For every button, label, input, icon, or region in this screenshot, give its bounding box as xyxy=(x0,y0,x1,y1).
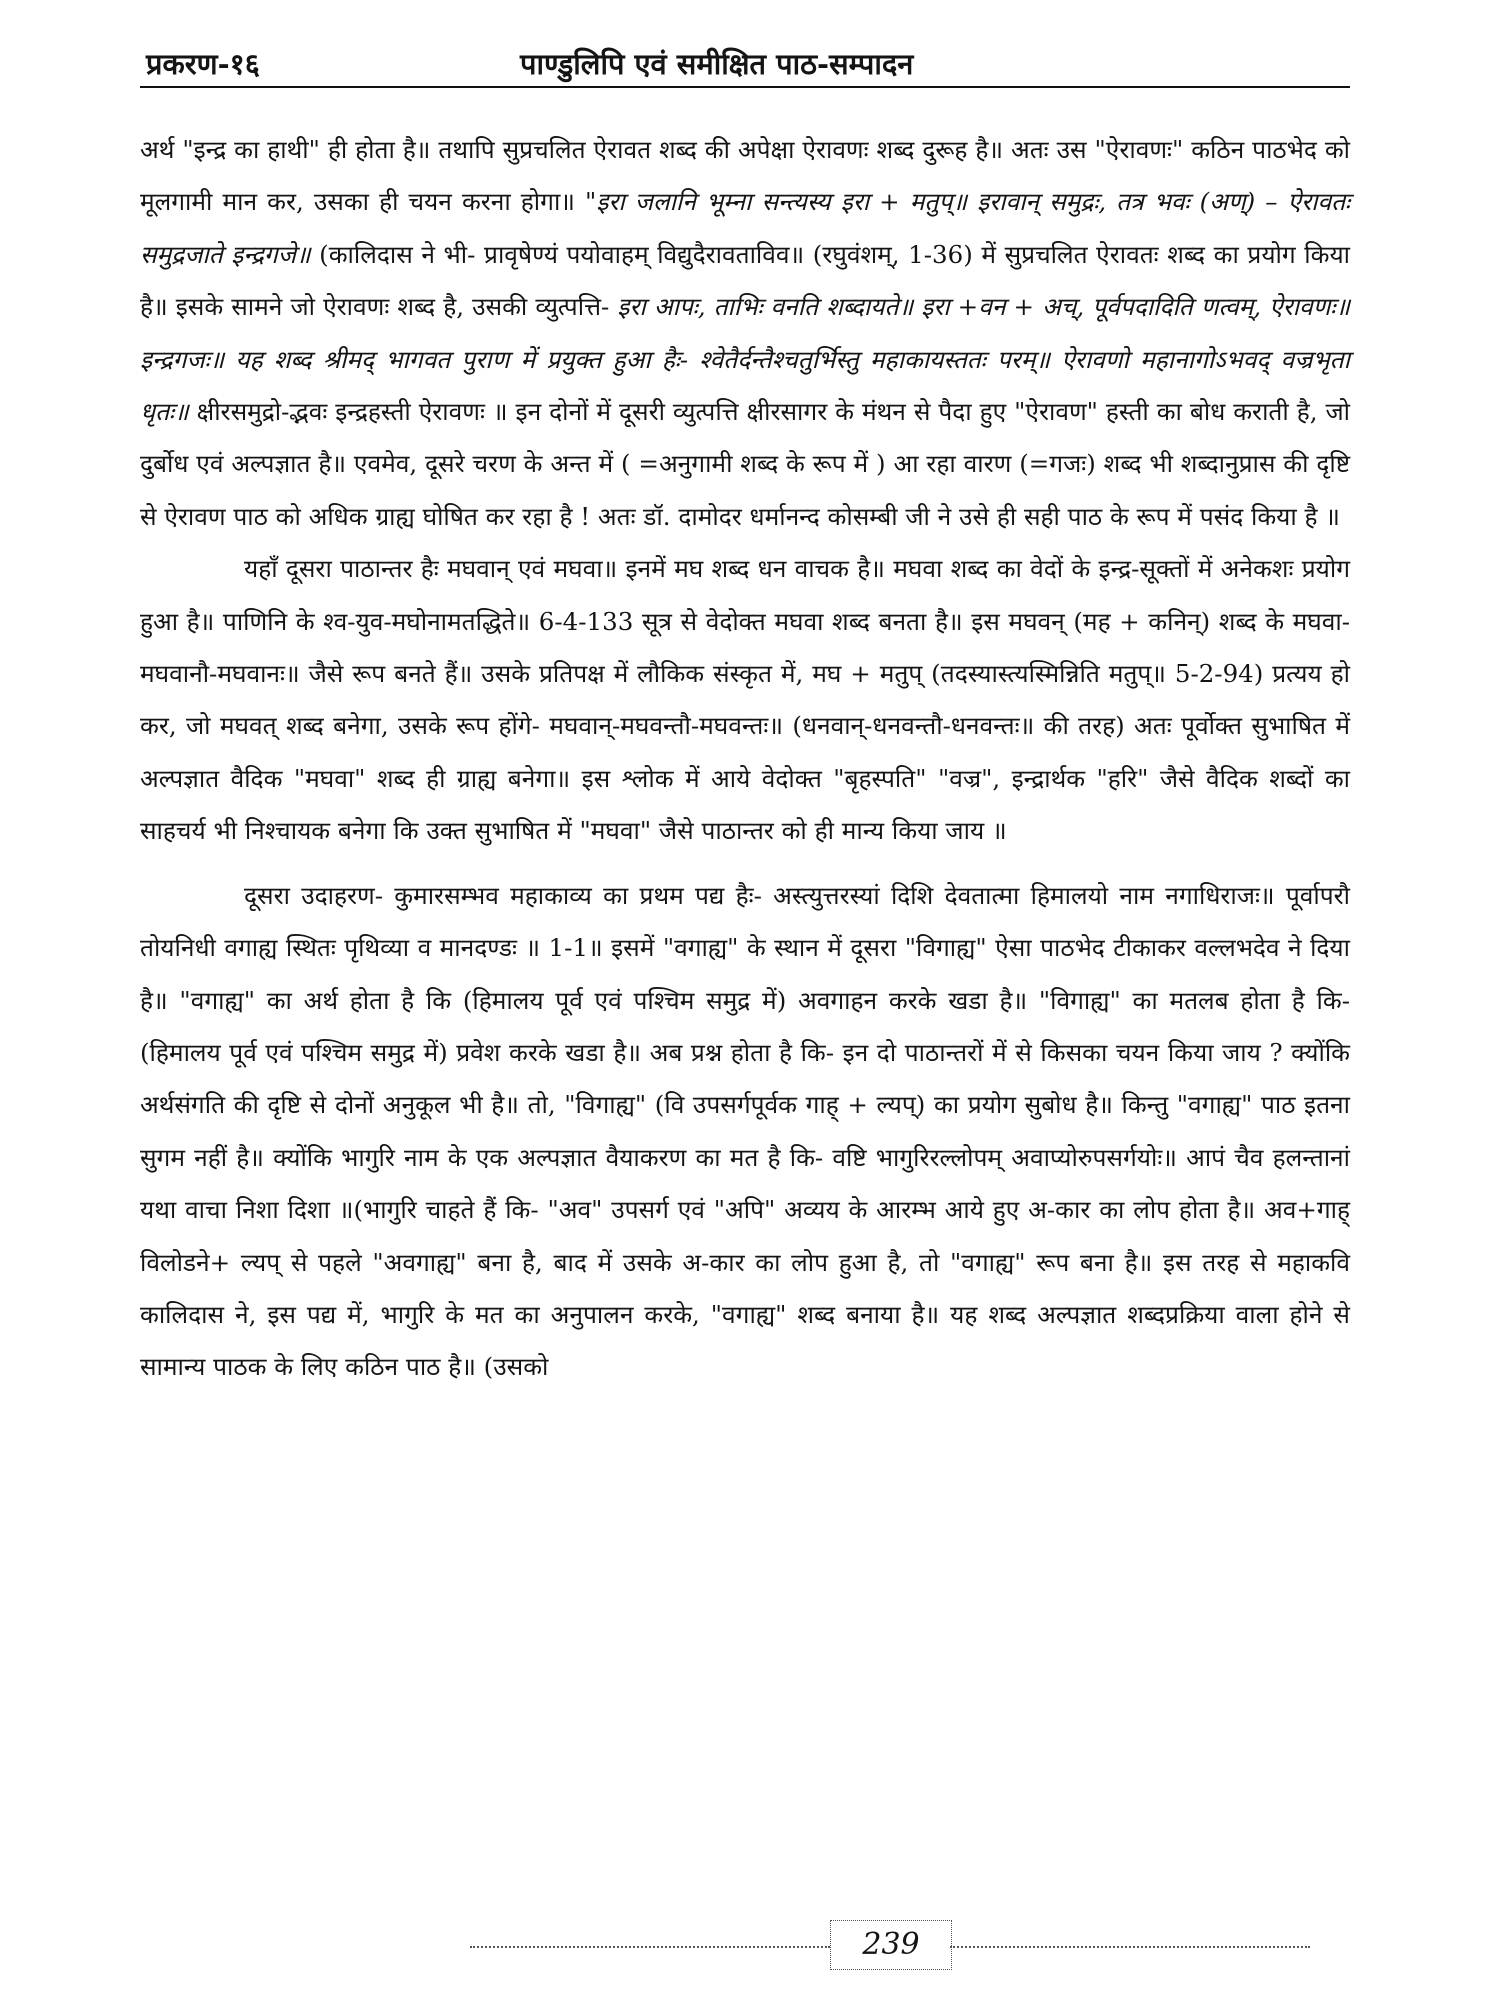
sanskrit-quote: इरा आपः, ताभिः वनति शब्दायते॥ इरा +वन + अच्, पूर्वपदादिति णत्वम्, ऐरावणः॥ इन्द्रगजः॥ यह शब्द श्रीमद् भागवत पुराण में प्रयुक्त हुआ हैः- श्वेतैर्दन्तैश्चतुर्भिस्तु महाकायस्ततः परम्॥ ऐरावणो महानागोऽभवद् वज्रभृता धृतः॥ xyxy=(140,292,1350,427)
running-title: पाण्डुलिपि एवं समीक्षित पाठ-सम्पादन xyxy=(520,47,914,81)
footer-rule-left xyxy=(470,1946,830,1948)
footer-rule-right xyxy=(950,1946,1310,1948)
paragraph-text: क्षीरसमुद्रो-द्भवः इन्द्रहस्ती ऐरावणः ॥ इन दोनों में दूसरी व्युत्पत्ति क्षीरसागर के मंथन से पैदा हुए "ऐरावण" हस्ती का बोध कराती है, जो दुर्बोध एवं अल्पज्ञात है॥ एवमेव, दूसरे चरण के अन्त में ( =अनुगामी शब्द के रूप में ) आ रहा वारण (=गजः) शब्द भी शब्दानुप्रास की दृष्टि से ऐरावण पाठ को अधिक ग्राह्य घोषित कर रहा है ! अतः डॉ. दामोदर धर्मानन्द कोसम्बी जी ने उसे ही सही पाठ के रूप में पसंद किया है ॥ xyxy=(140,397,1350,531)
sanskrit-quote: "इरा जलानि भूम्ना सन्त्यस्य इरा + मतुप्॥ इरावान् समुद्रः, तत्र भवः (अण्) – ऐरावतः समुद्रजाते इन्द्रगजे॥ xyxy=(140,187,1350,269)
paragraph-text: (कालिदास ने भी- प्रावृषेण्यं पयोवाहम् विद्युदैरावताविव॥ (रघुवंशम्, 1-36) में सुप्रचलित ऐरावतः शब्द का प्रयोग किया है॥ इसके सामने जो ऐरावणः शब्द है, उसकी व्युत्पत्ति- xyxy=(140,239,1350,322)
chapter-label: प्रकरण-१६ xyxy=(146,47,260,81)
page-number: 239 xyxy=(830,1920,952,1970)
paragraph xyxy=(140,870,1350,1394)
running-header xyxy=(140,38,1350,88)
paragraph-text: यहाँ दूसरा पाठान्तर हैः मघवान् एवं मघवा॥ इनमें मघ शब्द धन वाचक है॥ मघवा शब्द का वेदों के इन्द्र-सूक्तों में अनेकशः प्रयोग हुआ है॥ पाणिनि के श्व-युव-मघोनामतद्धिते॥ 6-4-133 सूत्र से वेदोक्त मघवा शब्द बनता है॥ इस मघवन् (मह + कनिन्) शब्द के मघवा-मघवानौ-मघवानः॥ जैसे रूप बनते हैं॥ उसके प्रतिपक्ष में लौकिक संस्कृत में, मघ + मतुप् (तदस्यास्त्यस्मिन्निति मतुप्॥ 5-2-94) प्रत्यय हो कर, जो मघवत् शब्द बनेगा, उसके रूप होंगे- मघवान्-मघवन्तौ-मघवन्तः॥ (धनवान्-धनवन्तौ-धनवन्तः॥ की तरह) अतः पूर्वोक्त सुभाषित में अल्पज्ञात वैदिक "मघवा" शब्द ही ग्राह्य बनेगा॥ इस श्लोक में आये वेदोक्त "बृहस्पति" "वज्र", इन्द्रार्थक "हरि" जैसे वैदिक शब्दों का साहचर्य भी निश्चायक बनेगा कि उक्त सुभाषित में "मघवा" जैसे पाठान्तर को ही मान्य किया जाय ॥ xyxy=(140,554,1350,846)
paragraph xyxy=(140,543,1350,857)
paragraph xyxy=(140,124,1350,543)
paragraph-text: अर्थ "इन्द्र का हाथी" ही होता है॥ तथापि सुप्रचलित ऐरावत शब्द की अपेक्षा ऐरावणः शब्द दुरूह है॥ अतः उस "ऐरावणः" कठिन पाठभेद को मूलगामी मान कर, उसका ही चयन करना होगा॥ xyxy=(140,135,1350,217)
body-text xyxy=(140,124,1350,1394)
header-rule xyxy=(140,86,1350,88)
page-footer xyxy=(140,1920,1350,1972)
paragraph-text: दूसरा उदाहरण- कुमारसम्भव महाकाव्य का प्रथम पद्य हैः- अस्त्युत्तरस्यां दिशि देवतात्मा हिमालयो नाम नगाधिराजः॥ पूर्वापरौ तोयनिधी वगाह्य स्थितः पृथिव्या व मानदण्डः ॥ 1-1॥ इसमें "वगाह्य" के स्थान में दूसरा "विगाह्य" ऐसा पाठभेद टीकाकर वल्लभदेव ने दिया है॥ "वगाह्य" का अर्थ होता है कि (हिमालय पूर्व एवं पश्चिम समुद्र में) अवगाहन करके खडा है॥ "विगाह्य" का मतलब होता है कि- (हिमालय पूर्व एवं पश्चिम समुद्र में) प्रवेश करके खडा है॥ अब प्रश्न होता है कि- इन दो पाठान्तरों में से किसका चयन किया जाय ? क्योंकि अर्थसंगति की दृष्टि से दोनों अनुकूल भी है॥ तो, "विगाह्य" (वि उपसर्गपूर्वक गाह् + ल्यप्) का प्रयोग सुबोध है॥ किन्तु "वगाह्य" पाठ इतना सुगम नहीं है॥ क्योंकि भागुरि नाम के एक अल्पज्ञात वैयाकरण का मत है कि- वष्टि भागुरिरल्लोपम् अवाप्योरुपसर्गयोः॥ आपं चैव हलन्तानां यथा वाचा निशा दिशा ॥(भागुरि चाहते हैं कि- "अव" उपसर्ग एवं "अपि" अव्यय के आरम्भ आये हुए अ-कार का लोप होता है॥ अव+गाह् विलोडने+ ल्यप् से पहले "अवगाह्य" बना है, बाद में उसके अ-कार का लोप हुआ है, तो "वगाह्य" रूप बना है॥ इस तरह से महाकवि कालिदास ने, इस पद्य में, भागुरि के मत का अनुपालन करके, "वगाह्य" शब्द बनाया है॥ यह शब्द अल्पज्ञात शब्दप्रक्रिया वाला होने से सामान्य पाठक के लिए कठिन पाठ है॥ (उसको xyxy=(140,880,1350,1382)
